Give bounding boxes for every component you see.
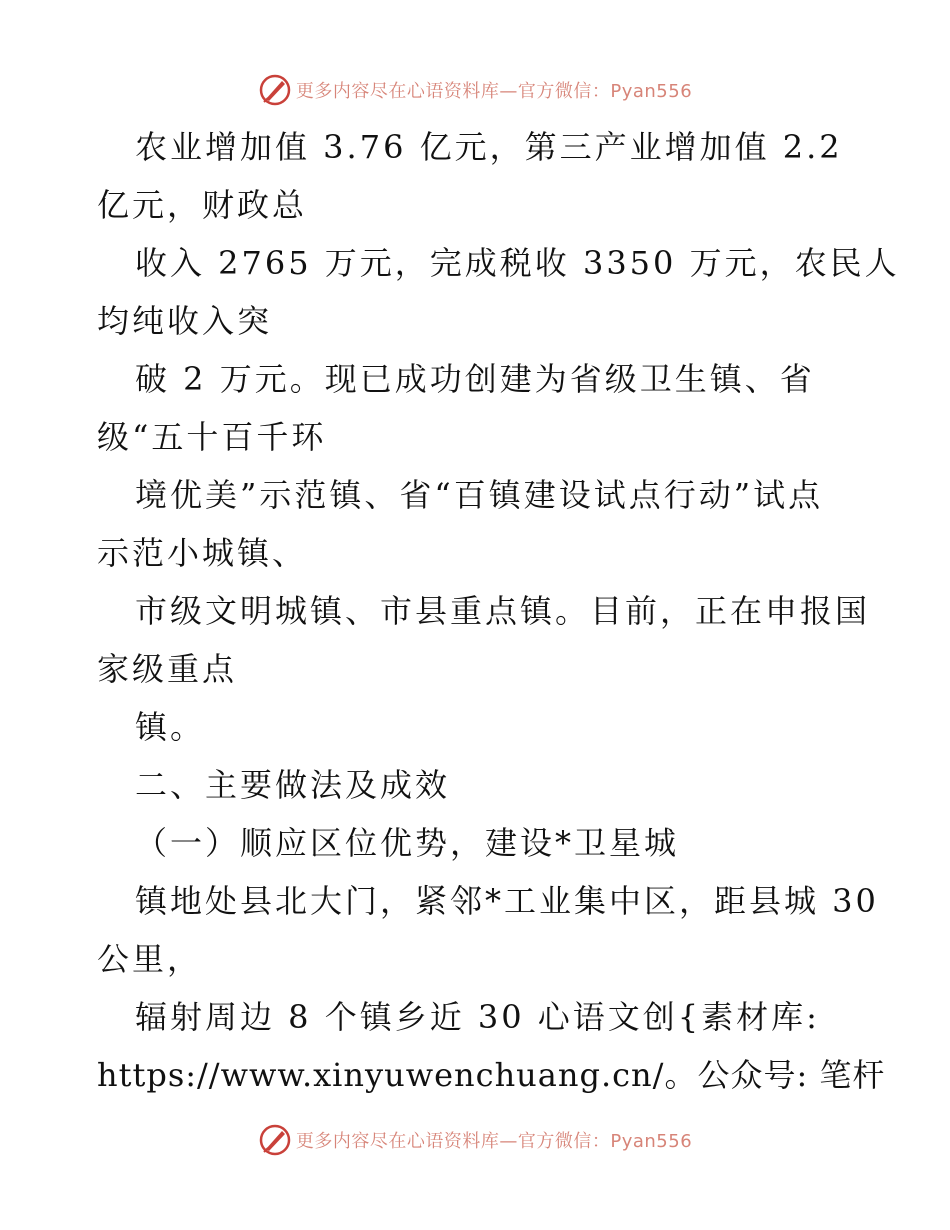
paragraph-line: 公里， [97,940,203,978]
paragraph-line: 农业增加值 3.76 亿元，第三产业增加值 2.2 [135,128,843,166]
paragraph-line: 境优美”示范镇、省“百镇建设试点行动”试点 [135,476,824,514]
watermark-text: 更多内容尽在心语资料库—官方微信：Pyan556 [295,81,693,102]
paragraph-line: 收入 2765 万元，完成税收 3350 万元，农民人 [135,244,900,282]
paragraph-line: 辐射周边 8 个镇乡近 30 心语文创{素材库: [135,998,820,1036]
paragraph-line: 市级文明城镇、市县重点镇。目前，正在申报国 [135,592,871,630]
paragraph-line: 镇。 [135,708,206,746]
paragraph-line: 破 2 万元。现已成功创建为省级卫生镇、省 [135,360,815,398]
paragraph-line: 亿元，财政总 [97,186,308,224]
watermark-text: 更多内容尽在心语资料库—官方微信：Pyan556 [295,1131,693,1152]
watermark-banner-bottom [0,1120,950,1160]
paragraph-line: 镇地处县北大门，紧邻*工业集中区，距县城 30 [135,882,879,920]
paragraph-line-url: https://www.xinyuwenchuang.cn/。公众号: 笔杆 [97,1056,886,1094]
paragraph-line: 示范小城镇、 [97,534,308,572]
paragraph-line: 级“五十百千环 [97,418,327,456]
quill-logo-icon [258,1123,292,1157]
paragraph-line: 均纯收入突 [97,302,273,340]
section-heading: 二、主要做法及成效 [135,766,451,804]
subsection-heading: （一）顺应区位优势，建设*卫星城 [135,824,680,862]
paragraph-line: 家级重点 [97,650,238,688]
